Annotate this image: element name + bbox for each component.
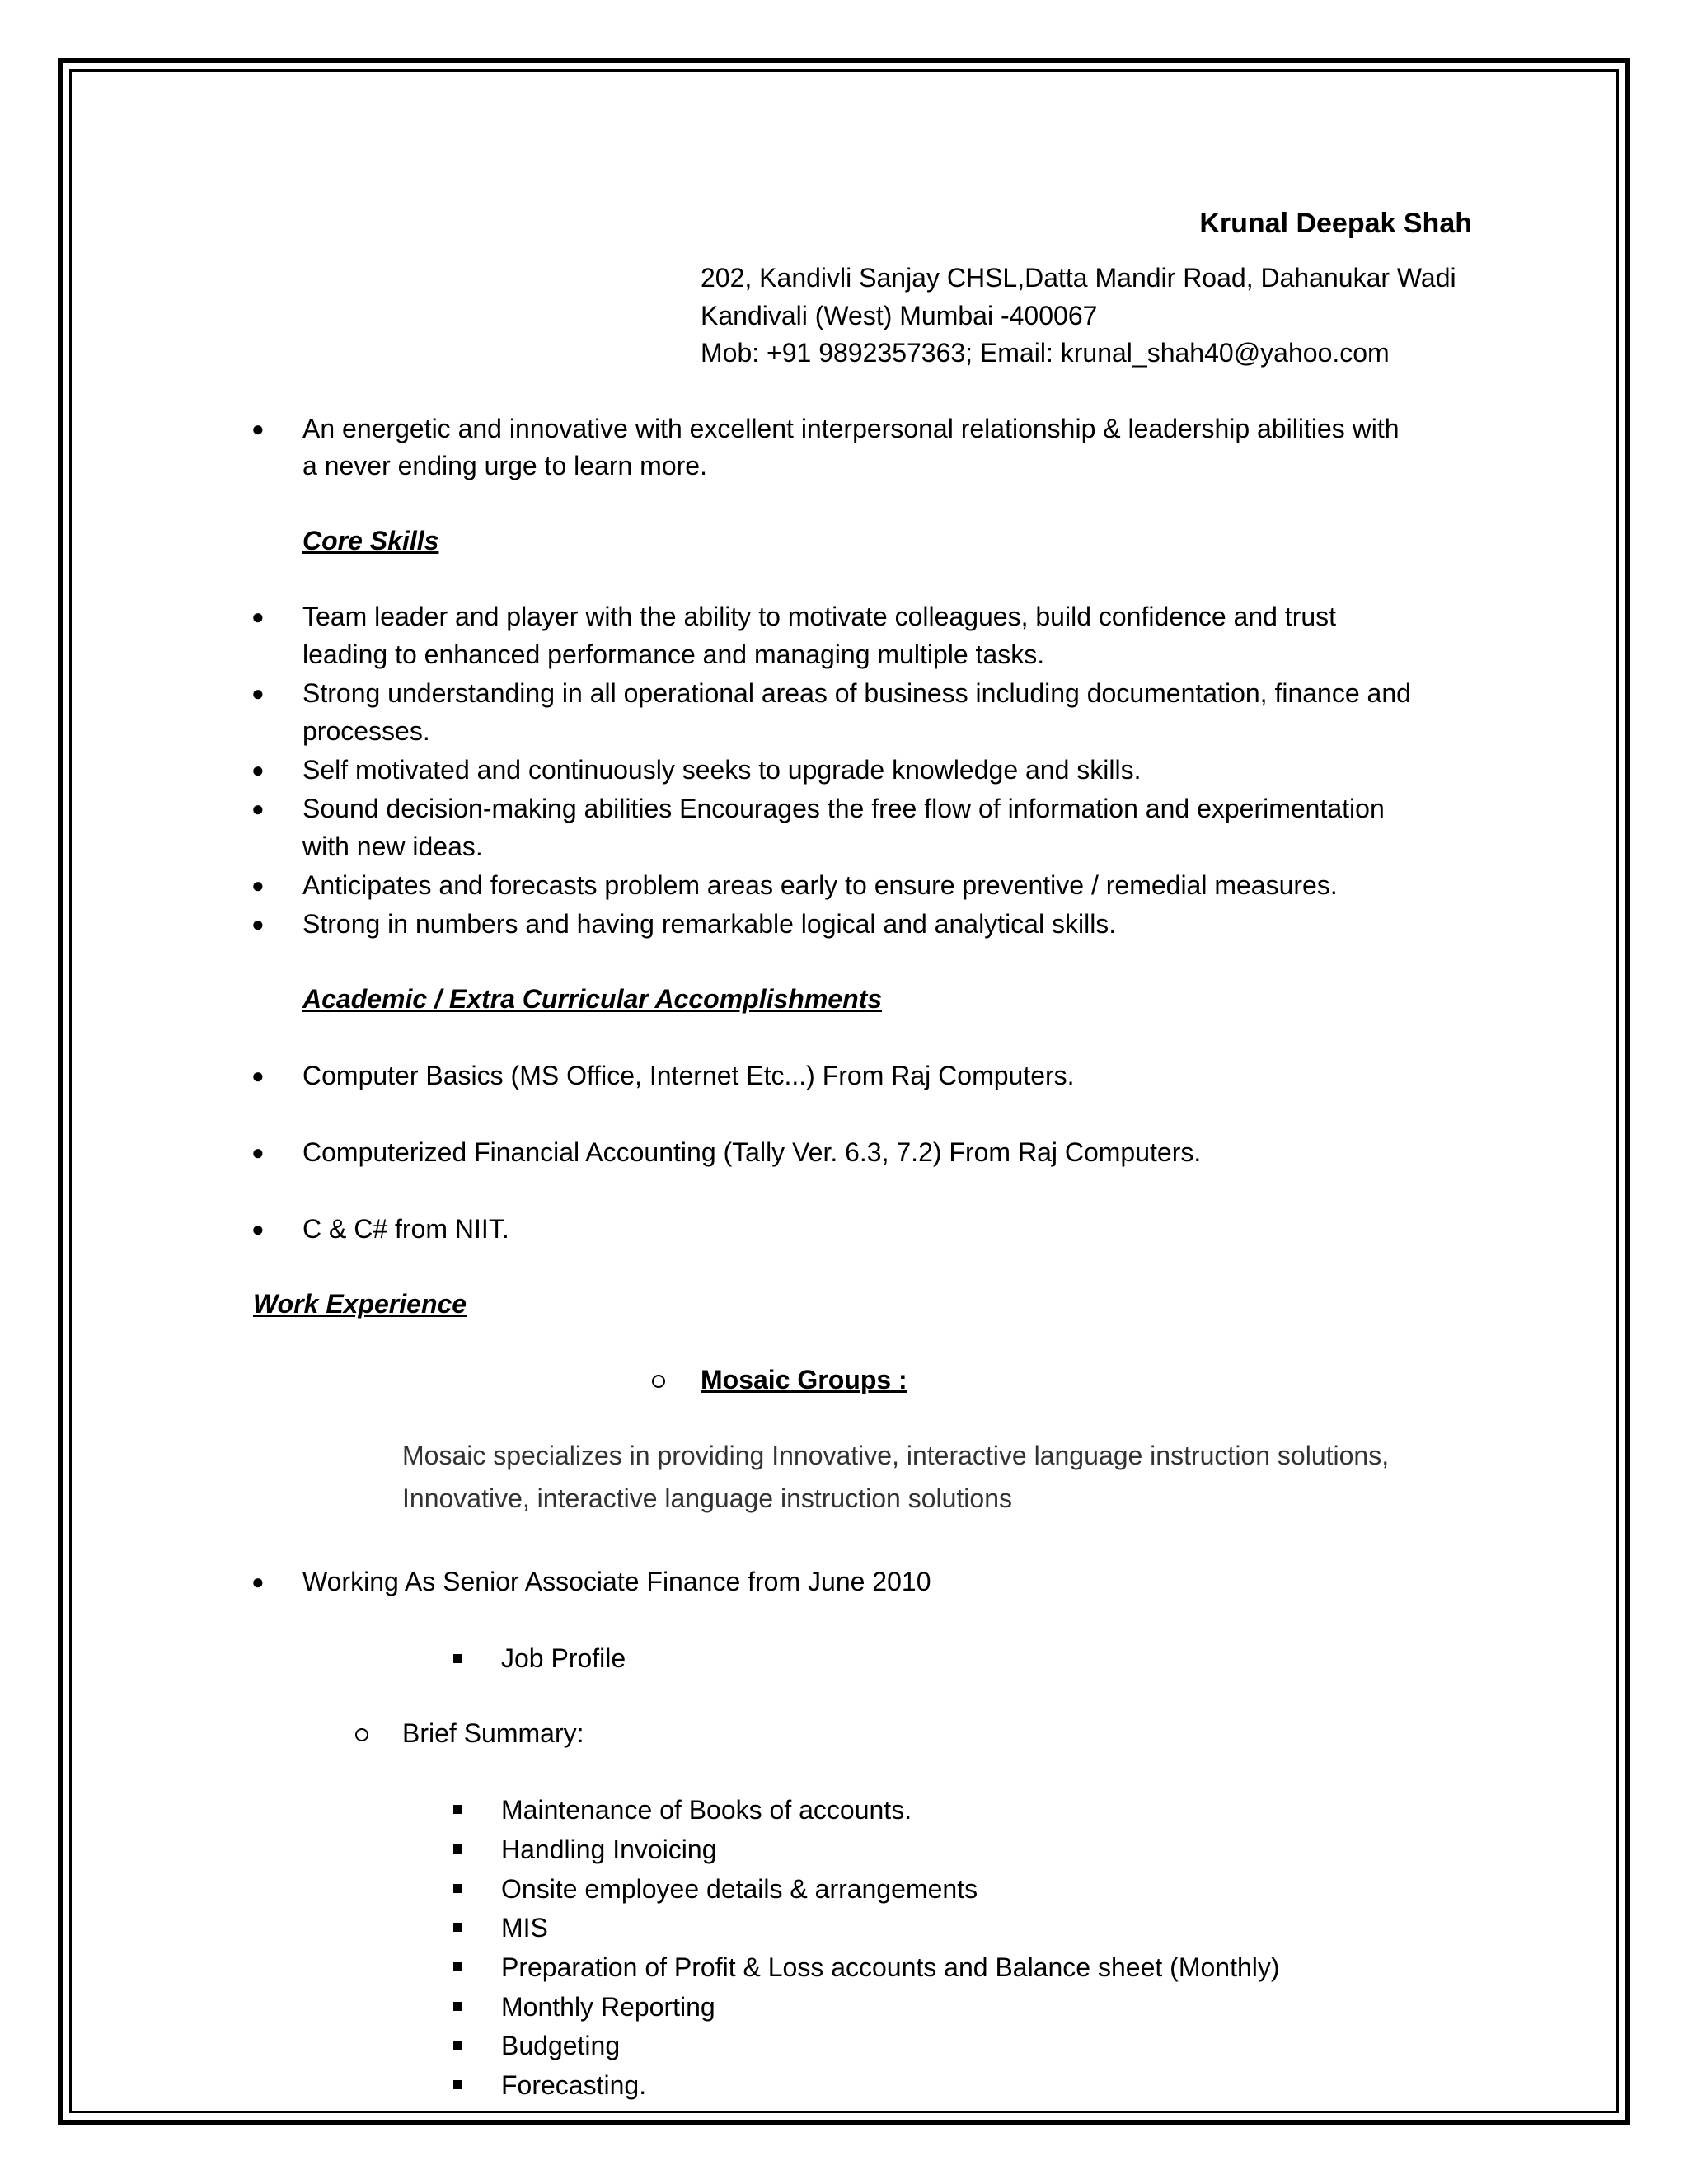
skill-item: Anticipates and forecasts problem areas early to ensure preventive / remedial measures. <box>302 870 1338 900</box>
bullet-icon: ● <box>251 1216 265 1241</box>
bullet-icon: ● <box>251 912 265 936</box>
duty-item: Preparation of Profit & Loss accounts and Balance sheet (Monthly) <box>501 1952 1280 1982</box>
square-bullet-icon <box>453 2041 462 2050</box>
skill-item: Strong in numbers and having remarkable logical and analytical skills. <box>302 909 1117 939</box>
academic-heading: Academic / Extra Curricular Accomplishments <box>302 984 883 1014</box>
square-bullet-icon <box>453 1805 462 1814</box>
bullet-icon: ● <box>251 1063 265 1088</box>
core-skills-heading: Core Skills <box>302 526 439 555</box>
duty-item: Forecasting. <box>501 2070 647 2100</box>
bullet-icon: ● <box>251 604 265 629</box>
duty-item: Onsite employee details & arrangements <box>501 1874 978 1904</box>
address-line-1: 202, Kandivli Sanjay CHSL,Datta Mandir Road, Dahanukar Wadi <box>701 263 1456 293</box>
address-line-2: Kandivali (West) Mumbai -400067 <box>701 301 1098 330</box>
circle-bullet-icon <box>652 1375 665 1388</box>
bullet-icon: ● <box>251 796 265 821</box>
skill-item-cont: with new ideas. <box>302 832 483 861</box>
contact-line: Mob: +91 9892357363; Email: krunal_shah40@yahoo.com <box>701 338 1390 368</box>
company-description-line-1: Mosaic specializes in providing Innovative, interactive language instruction solutions, <box>402 1441 1390 1470</box>
duty-item: Monthly Reporting <box>501 1992 715 2022</box>
bullet-icon: ● <box>251 681 265 705</box>
company-name: Mosaic Groups : <box>701 1365 907 1394</box>
academic-item: C & C# from NIIT. <box>302 1214 509 1244</box>
duty-item: Budgeting <box>501 2031 621 2060</box>
square-bullet-icon <box>453 1654 462 1663</box>
bullet-icon: ● <box>251 873 265 898</box>
academic-item: Computerized Financial Accounting (Tally Ver. 6.3, 7.2) From Raj Computers. <box>302 1137 1202 1167</box>
square-bullet-icon <box>453 1844 462 1854</box>
job-profile-label: Job Profile <box>501 1643 626 1673</box>
square-bullet-icon <box>453 1923 462 1932</box>
square-bullet-icon <box>453 2002 462 2011</box>
skill-item-cont: processes. <box>302 716 430 746</box>
square-bullet-icon <box>453 1884 462 1893</box>
square-bullet-icon <box>453 2080 462 2089</box>
bullet-icon: ● <box>251 1569 265 1594</box>
duty-item: Maintenance of Books of accounts. <box>501 1795 912 1825</box>
intro-line-1: An energetic and innovative with excellent interpersonal relationship & leadership abilities with <box>302 414 1400 443</box>
skill-item: Sound decision-making abilities Encourages the free flow of information and experimentation <box>302 794 1385 823</box>
skill-item-cont: leading to enhanced performance and managing multiple tasks. <box>302 640 1045 669</box>
candidate-name: Krunal Deepak Shah <box>1199 208 1472 239</box>
duty-item: Handling Invoicing <box>501 1835 717 1864</box>
duty-item: MIS <box>501 1913 548 1943</box>
work-experience-heading: Work Experience <box>253 1289 467 1319</box>
academic-item: Computer Basics (MS Office, Internet Etc...) From Raj Computers. <box>302 1061 1075 1090</box>
intro-line-2: a never ending urge to learn more. <box>302 451 707 480</box>
skill-item: Team leader and player with the ability to motivate colleagues, build confidence and trust <box>302 602 1337 631</box>
bullet-icon: ● <box>251 1140 265 1165</box>
bullet-icon: ● <box>251 416 265 441</box>
brief-summary-label: Brief Summary: <box>402 1718 584 1748</box>
company-description-line-2: Innovative, interactive language instruction solutions <box>402 1483 1012 1513</box>
role-title: Working As Senior Associate Finance from June 2010 <box>302 1567 931 1596</box>
skill-item: Strong understanding in all operational areas of business including documentation, finance and <box>302 678 1411 708</box>
skill-item: Self motivated and continuously seeks to upgrade knowledge and skills. <box>302 755 1142 785</box>
square-bullet-icon <box>453 1962 462 1971</box>
bullet-icon: ● <box>251 757 265 782</box>
circle-bullet-icon <box>355 1728 368 1741</box>
